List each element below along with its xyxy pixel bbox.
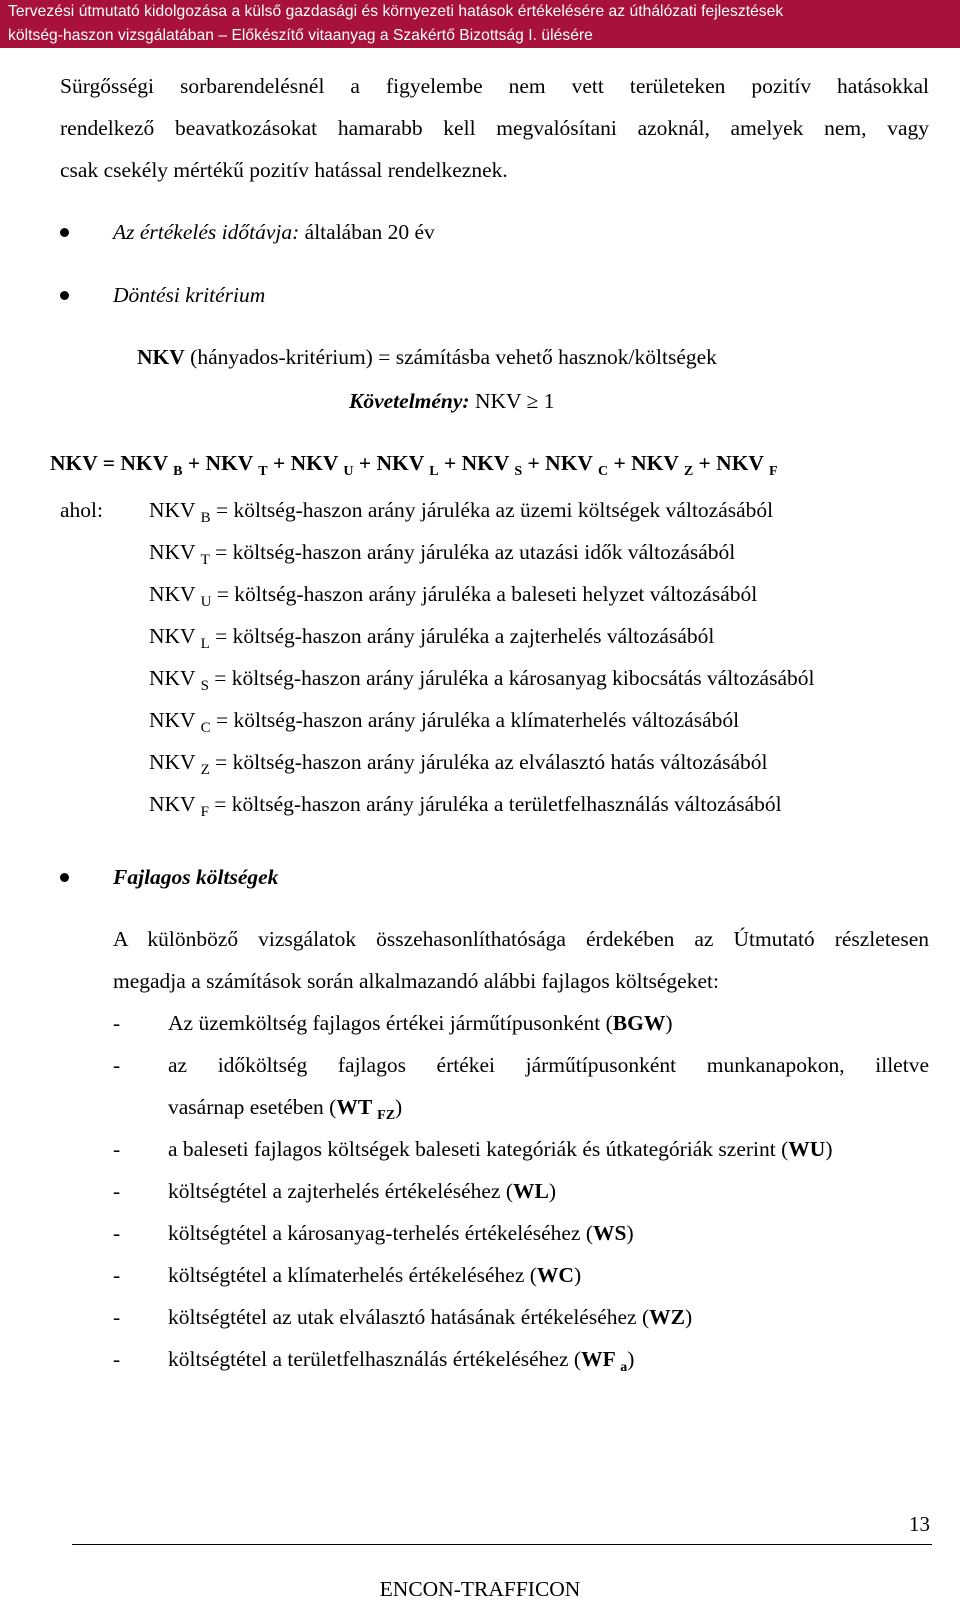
definition-nkv: NKV xyxy=(149,582,201,606)
unit-costs-title: Fajlagos költségek xyxy=(113,865,279,889)
document-header xyxy=(0,0,960,48)
definition-sub: T xyxy=(200,552,210,568)
list-item-code: WS xyxy=(593,1221,627,1245)
definition-row xyxy=(149,622,714,653)
bullet-icon xyxy=(60,873,69,882)
formula-sub: U xyxy=(343,464,354,479)
list-item-text: Az üzemköltség fajlagos értékei járműtípusonként ( xyxy=(168,1011,613,1035)
requirement xyxy=(349,387,554,415)
list-item-close: ) xyxy=(684,1305,693,1329)
list-item xyxy=(168,1177,556,1205)
footer-rule xyxy=(72,1544,932,1545)
formula-plus: + NKV xyxy=(438,451,515,475)
list-item-text: költségtétel a zajterhelés értékeléséhez ( xyxy=(168,1179,513,1203)
list-dash: - xyxy=(113,1221,121,1245)
definition-row xyxy=(149,748,768,779)
formula-plus: + NKV xyxy=(522,451,598,475)
nkv-formula xyxy=(50,449,778,481)
list-dash: - xyxy=(113,1263,121,1287)
list-item xyxy=(168,1261,581,1289)
definition-text: = költség-haszon arány járuléka az utazási idők változásából xyxy=(209,540,736,564)
intro-line-3: csak csekély mértékű pozitív hatással rendelkeznek. xyxy=(60,158,508,182)
list-item-code: WU xyxy=(788,1137,826,1161)
list-item-code: WZ xyxy=(649,1305,685,1329)
definition-nkv: NKV xyxy=(149,498,201,522)
formula-plus: + NKV xyxy=(353,451,430,475)
list-item xyxy=(168,1009,673,1037)
definition-row xyxy=(149,496,773,527)
definition-nkv: NKV xyxy=(149,624,201,648)
definition-text: = költség-haszon arány járuléka a zajterhelés változásából xyxy=(209,624,715,648)
evaluation-period-label: Az értékelés időtávja: xyxy=(113,220,300,244)
definition-nkv: NKV xyxy=(149,750,201,774)
definition-text: = költség-haszon arány járuléka a területfelhasználás változásából xyxy=(208,792,782,816)
list-item-close: ) xyxy=(825,1137,833,1161)
list-item-close: ) xyxy=(573,1263,582,1287)
list-item-code: WC xyxy=(536,1263,574,1287)
definition-nkv: NKV xyxy=(149,708,201,732)
definition-text: = költség-haszon arány járuléka az üzemi költségek változásából xyxy=(210,498,774,522)
list-dash: - xyxy=(113,1137,121,1161)
definition-sub: S xyxy=(200,678,209,694)
formula-lhs: NKV = NKV xyxy=(50,451,174,475)
bullet-icon xyxy=(60,228,69,237)
list-item-close: ) xyxy=(395,1095,403,1119)
list-dash: - xyxy=(113,1179,121,1203)
definition-sub: L xyxy=(200,636,210,652)
definition-text: = költség-haszon arány járuléka a károsanyag kibocsátás változásából xyxy=(208,666,815,690)
definition-nkv: NKV xyxy=(149,792,201,816)
definition-sub: C xyxy=(200,720,211,736)
list-dash: - xyxy=(113,1011,121,1035)
footer-text: ENCON-TRAFFICON xyxy=(379,1577,581,1601)
nkv-definition xyxy=(137,343,717,371)
list-item xyxy=(168,1093,402,1125)
formula-plus: + NKV xyxy=(608,451,684,475)
unit-costs-para-line-1: A különböző vizsgálatok összehasonlíthatósága érdekében az Útmutató részletesen xyxy=(113,927,929,951)
nkv-bold: NKV xyxy=(137,345,185,369)
list-item xyxy=(168,1345,634,1377)
definition-row xyxy=(149,580,757,611)
formula-sub: Z xyxy=(683,464,694,479)
list-item-code: BGW xyxy=(612,1011,666,1035)
list-item-sub: FZ xyxy=(377,1108,396,1123)
list-item xyxy=(168,1219,634,1247)
definition-row xyxy=(149,538,735,569)
formula-sub: C xyxy=(597,464,609,479)
page-number: 13 xyxy=(909,1512,930,1536)
list-item-close: ) xyxy=(548,1179,557,1203)
list-item-text: költségtétel a területfelhasználás értékeléséhez ( xyxy=(168,1347,582,1371)
formula-sub: F xyxy=(768,464,778,479)
formula-sub: L xyxy=(429,464,439,479)
list-dash: - xyxy=(113,1305,121,1329)
definition-text: = költség-haszon arány járuléka a klímaterhelés változásából xyxy=(210,708,740,732)
list-item-text: költségtétel a károsanyag-terhelés értékeléséhez ( xyxy=(168,1221,594,1245)
definition-nkv: NKV xyxy=(149,540,201,564)
formula-sub: S xyxy=(514,464,523,479)
definition-sub: F xyxy=(200,804,209,820)
formula-plus: + NKV xyxy=(267,451,344,475)
requirement-value: NKV ≥ 1 xyxy=(469,389,555,413)
list-dash: - xyxy=(113,1347,121,1371)
evaluation-period-value: általában 20 év xyxy=(299,220,435,244)
list-item-text: a baleseti fajlagos költségek baleseti kategóriák és útkategóriák szerint ( xyxy=(168,1137,789,1161)
list-item-text: költségtétel az utak elválasztó hatásának értékeléséhez ( xyxy=(168,1305,650,1329)
definition-text: = költség-haszon arány járuléka a baleseti helyzet változásából xyxy=(211,582,758,606)
definition-sub: Z xyxy=(200,762,210,778)
definition-text: = költség-haszon arány járuléka az elválasztó hatás változásából xyxy=(209,750,768,774)
list-item xyxy=(168,1135,832,1163)
list-item-close: ) xyxy=(665,1011,673,1035)
definition-row xyxy=(149,790,782,821)
list-dash: - xyxy=(113,1053,121,1077)
formula-sub: T xyxy=(258,464,268,479)
unit-costs-para-line-2: megadja a számítások során alkalmazandó alábbi fajlagos költségeket: xyxy=(113,969,719,993)
nkv-definition-text: (hányados-kritérium) = számításba vehető hasznok/költségek xyxy=(184,345,717,369)
list-item-text: költségtétel a klímaterhelés értékeléséhez ( xyxy=(168,1263,537,1287)
list-item-sub: a xyxy=(620,1360,628,1375)
decision-criterion-title: Döntési kritérium xyxy=(113,283,266,307)
list-item-code: WF xyxy=(581,1347,621,1371)
where-label: ahol: xyxy=(60,498,103,522)
list-item-close: ) xyxy=(626,1221,634,1245)
list-item-code: WL xyxy=(513,1179,549,1203)
formula-sub: B xyxy=(173,464,183,479)
formula-plus: + NKV xyxy=(693,451,769,475)
definition-row xyxy=(149,706,739,737)
list-item-text: vasárnap esetében ( xyxy=(168,1095,337,1119)
header-line-1: Tervezési útmutató kidolgozása a külső gazdasági és környezeti hatások értékelésére az úthálózati fejlesztések xyxy=(8,3,784,20)
formula-plus: + NKV xyxy=(182,451,259,475)
list-item xyxy=(168,1303,692,1331)
list-item-code: WT xyxy=(336,1095,378,1119)
definition-nkv: NKV xyxy=(149,666,201,690)
intro-line-2: rendelkező beavatkozásokat hamarabb kell megvalósítani azoknál, amelyek nem, vagy xyxy=(60,116,929,140)
list-item-text: az időköltség fajlagos értékei járműtípusonként munkanapokon, illetve xyxy=(168,1053,929,1077)
header-line-2: költség-haszon vizsgálatában – Előkészítő vitaanyag a Szakértő Bizottság I. ülésére xyxy=(8,27,593,44)
definition-sub: B xyxy=(200,510,211,526)
list-item-close: ) xyxy=(627,1347,635,1371)
bullet-icon xyxy=(60,291,69,300)
evaluation-period xyxy=(113,218,435,246)
definition-row xyxy=(149,664,814,695)
definition-sub: U xyxy=(200,594,212,610)
intro-line-1: Sürgősségi sorbarendelésnél a figyelembe nem vett területeken pozitív hatásokkal xyxy=(60,74,929,98)
requirement-label: Követelmény: xyxy=(349,389,470,413)
